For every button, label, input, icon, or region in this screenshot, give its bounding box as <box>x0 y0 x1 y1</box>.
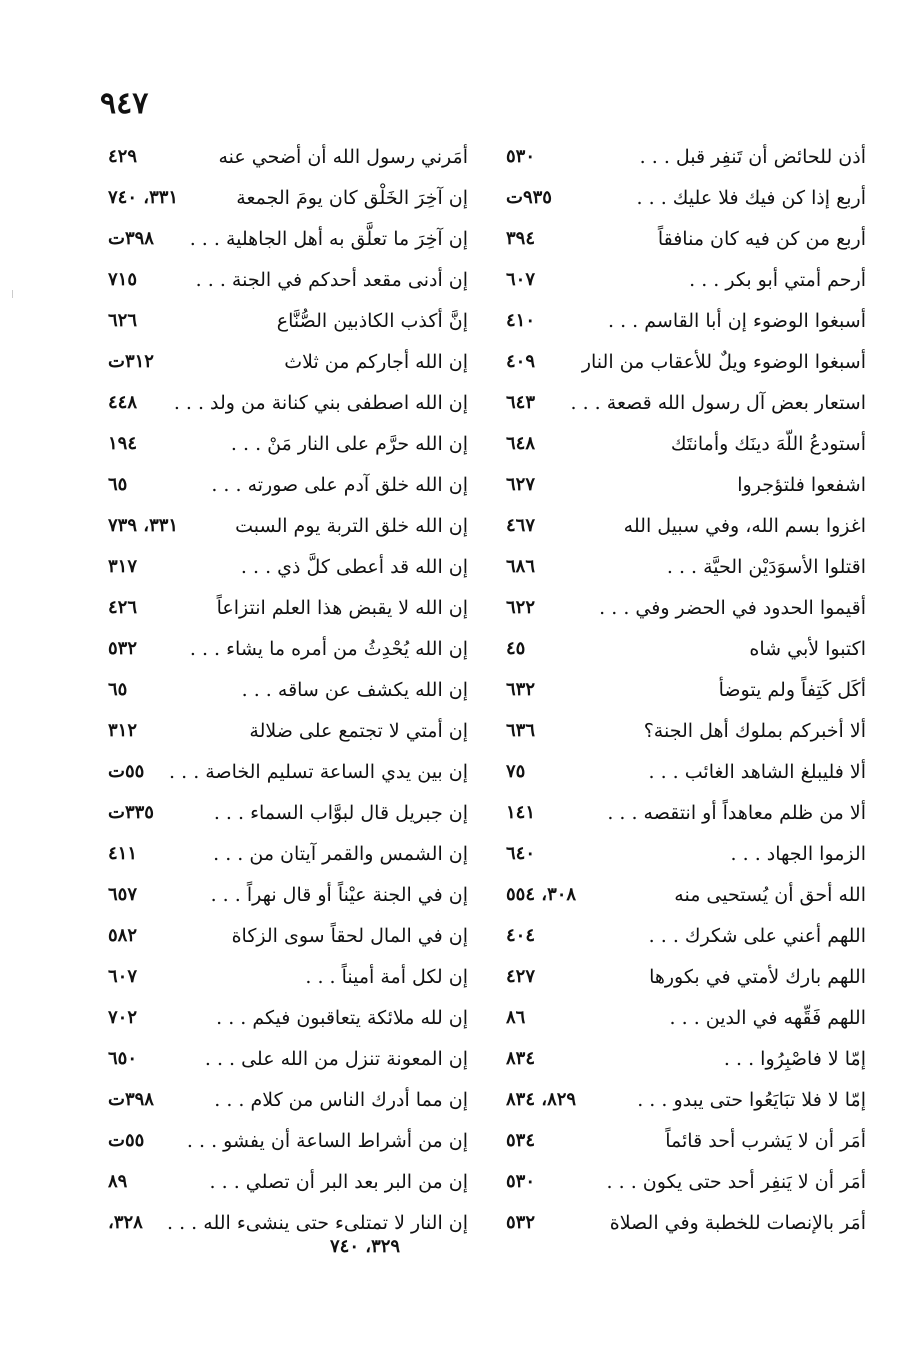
page-reference: ٨٩ <box>108 1171 128 1192</box>
page-reference: ٣١٧ <box>108 556 138 577</box>
hadith-incipit: إن النار لا تمتلىء حتى ينشىء الله . . . <box>167 1212 468 1234</box>
hadith-incipit: اللهم أعني على شكرك . . . <box>648 925 866 947</box>
page-reference: ٦٣٦ <box>506 720 536 741</box>
page-reference: ٤٠٩ <box>506 351 536 372</box>
index-entry <box>506 714 866 755</box>
index-entry <box>506 345 866 386</box>
page-reference: ٣١٢ت <box>108 351 154 372</box>
page-reference: ٦٤٠ <box>506 843 536 864</box>
page-reference: ٦٥٧ <box>108 884 138 905</box>
page-reference: ٣٣١، ٧٤٠ <box>108 187 179 208</box>
index-entry <box>108 1206 468 1247</box>
index-entry <box>108 591 468 632</box>
page-reference: ٦٠٧ <box>506 269 536 290</box>
index-entry <box>108 263 468 304</box>
hadith-incipit: إن بين يدي الساعة تسليم الخاصة . . . <box>169 761 468 783</box>
page-reference: ٥٣٢ <box>108 638 138 659</box>
hadith-incipit: إمّا لا فلا تبَايَعُوا حتى يبدو . . . <box>637 1089 866 1111</box>
page-reference: ٣٢٨، <box>108 1212 143 1233</box>
index-entry <box>506 1001 866 1042</box>
index-entry <box>108 304 468 345</box>
hadith-incipit: استعار بعض آل رسول الله قصعة . . . <box>570 392 866 414</box>
hadith-incipit: أذن للحائض أن تَنفِر قبل . . . <box>639 146 866 168</box>
index-entry <box>108 468 468 509</box>
page-reference: ٦٢٦ <box>108 310 138 331</box>
index-entry <box>506 960 866 1001</box>
index-entry <box>108 509 468 550</box>
page-reference: ٨٣٤ <box>506 1048 536 1069</box>
index-entry <box>506 837 866 878</box>
hadith-incipit: إن الله خلق التربة يوم السبت <box>235 515 468 537</box>
hadith-incipit: إنَّ أكذب الكاذبين الصُّنَّاع <box>276 310 468 332</box>
page-reference: ٥٣٠ <box>506 1171 536 1192</box>
hadith-incipit: اقتلوا الأسوَدَيْن الحيَّة . . . <box>666 556 866 578</box>
hadith-incipit: إن جبريل قال لبوَّاب السماء . . . <box>213 802 468 824</box>
index-entry <box>108 386 468 427</box>
index-entry <box>108 222 468 263</box>
hadith-incipit: إن الله اصطفى بني كنانة من ولد . . . <box>173 392 468 414</box>
page-reference: ٦٤٣ <box>506 392 536 413</box>
hadith-incipit: إن الشمس والقمر آيتان من . . . <box>213 843 468 865</box>
index-entry <box>506 1124 866 1165</box>
hadith-incipit: أمَر بالإنصات للخطبة وفي الصلاة <box>609 1212 866 1234</box>
page-reference: ٦٥ <box>108 679 128 700</box>
hadith-incipit: أقيموا الحدود في الحضر وفي . . . <box>599 597 866 619</box>
index-entry <box>506 427 866 468</box>
index-entry <box>108 960 468 1001</box>
hadith-incipit: إن الله يُحْدِثُ من أمره ما يشاء . . . <box>189 638 468 660</box>
hadith-incipit: إن من أشراط الساعة أن يفشو . . . <box>186 1130 468 1152</box>
index-entry <box>108 140 468 181</box>
entry-continuation-ref: ٣٢٩، ٧٤٠ <box>330 1236 401 1257</box>
hadith-incipit: اللهم بارك لأمتي في بكورها <box>649 966 866 988</box>
hadith-incipit: إن الله قد أعطى كلَّ ذي . . . <box>240 556 468 578</box>
index-entry <box>506 1165 866 1206</box>
page-reference: ٤٢٧ <box>506 966 536 987</box>
hadith-incipit: ألا فليبلغ الشاهد الغائب . . . <box>648 761 866 783</box>
page-reference: ٣٩٨ت <box>108 1089 154 1110</box>
page-reference: ٩٣٥ت <box>506 187 552 208</box>
page-reference: ١٩٤ <box>108 433 138 454</box>
hadith-incipit: إمّا لا فاصْبِرُوا . . . <box>723 1048 866 1070</box>
margin-mark <box>12 290 13 298</box>
hadith-incipit: أربع من كن فيه كان منافقاً <box>657 228 866 250</box>
hadith-incipit: إن مما أدرك الناس من كلام . . . <box>214 1089 468 1111</box>
page-reference: ٧٠٢ <box>108 1007 138 1028</box>
page-reference: ٦٢٢ <box>506 597 536 618</box>
index-entry <box>108 181 468 222</box>
index-entry <box>506 878 866 919</box>
hadith-incipit: أكَل كَتِفاً ولم يتوضأ <box>718 679 866 701</box>
index-entry <box>108 919 468 960</box>
index-entry <box>506 468 866 509</box>
page-reference: ٦٥٠ <box>108 1048 138 1069</box>
index-entry <box>108 673 468 714</box>
page-reference: ٦٠٧ <box>108 966 138 987</box>
index-entry <box>506 755 866 796</box>
hadith-incipit: أمَر أن لا يَشرب أحد قائماً <box>665 1130 866 1152</box>
page-reference: ٥٥ت <box>108 761 145 782</box>
hadith-incipit: إن الله لا يقبض هذا العلم انتزاعاً <box>216 597 468 619</box>
index-entry <box>108 714 468 755</box>
hadith-incipit: إن أدنى مقعد أحدكم في الجنة . . . <box>195 269 468 291</box>
page-reference: ٦٤٨ <box>506 433 536 454</box>
index-entry <box>506 591 866 632</box>
page-reference: ٤١٠ <box>506 310 536 331</box>
page-reference: ٥٨٢ <box>108 925 138 946</box>
index-entry <box>506 263 866 304</box>
hadith-incipit: إن الله خلق آدم على صورته . . . <box>211 474 468 496</box>
hadith-incipit: أربع إذا كن فيك فلا عليك . . . <box>636 187 866 209</box>
page-reference: ٣١٢ <box>108 720 138 741</box>
index-entry <box>108 427 468 468</box>
page-reference: ٤٢٩ <box>108 146 138 167</box>
page-reference: ٨٢٩، ٨٣٤ <box>506 1089 577 1110</box>
page-number: ٩٤٧ <box>100 86 149 121</box>
hadith-incipit: أرحم أمتي أبو بكر . . . <box>689 269 866 291</box>
page-reference: ٥٣٤ <box>506 1130 536 1151</box>
index-entry <box>506 140 866 181</box>
page-reference: ٦٢٧ <box>506 474 536 495</box>
hadith-incipit: إن لله ملائكة يتعاقبون فيكم . . . <box>216 1007 468 1029</box>
index-entry <box>506 632 866 673</box>
page-reference: ٤٤٨ <box>108 392 138 413</box>
hadith-incipit: ألا أخبركم بملوك أهل الجنة؟ <box>643 720 866 742</box>
page-reference: ٣٣١، ٧٣٩ <box>108 515 179 536</box>
page-reference: ٤٥ <box>506 638 526 659</box>
index-entry <box>506 304 866 345</box>
hadith-incipit: إن آخِرَ ما تعلَّق به أهل الجاهلية . . . <box>189 228 468 250</box>
page-reference: ٤٢٦ <box>108 597 138 618</box>
page-reference: ٣٩٨ت <box>108 228 154 249</box>
index-entry <box>108 1001 468 1042</box>
index-entry <box>506 222 866 263</box>
hadith-incipit: الزموا الجهاد . . . <box>730 843 866 865</box>
hadith-incipit: الله أحق أن يُستحيى منه <box>674 884 866 906</box>
hadith-incipit: إن آخِرَ الخَلْق كان يومَ الجمعة <box>236 187 468 209</box>
index-entry <box>108 755 468 796</box>
index-entry <box>506 1206 866 1247</box>
hadith-incipit: اللهم فَقِّهه في الدين . . . <box>669 1007 866 1029</box>
index-entry <box>506 181 866 222</box>
hadith-incipit: إن المعونة تنزل من الله على . . . <box>204 1048 468 1070</box>
page-reference: ٧٥ <box>506 761 526 782</box>
index-entry <box>108 550 468 591</box>
hadith-incipit: أسبغوا الوضوء إن أبا القاسم . . . <box>608 310 866 332</box>
index-entry <box>108 345 468 386</box>
index-entry <box>506 550 866 591</box>
hadith-incipit: إن في الجنة عيْناً أو قال نهراً . . . <box>210 884 468 906</box>
page-reference: ٦٨٦ <box>506 556 536 577</box>
index-entry <box>108 1083 468 1124</box>
index-entry <box>108 632 468 673</box>
hadith-incipit: أستودعُ اللّهَ دينَك وأمانتَك <box>670 433 866 455</box>
hadith-incipit: اغزوا بسم الله، وفي سبيل الله <box>623 515 866 537</box>
index-entry <box>506 919 866 960</box>
page-reference: ٦٣٢ <box>506 679 536 700</box>
page-reference: ٧١٥ <box>108 269 138 290</box>
index-entry <box>506 509 866 550</box>
page-reference: ٥٥ت <box>108 1130 145 1151</box>
index-column-left <box>108 140 468 1247</box>
index-entry <box>108 1165 468 1206</box>
hadith-incipit: اشفعوا فلتؤجروا <box>737 474 866 496</box>
index-entry <box>506 1083 866 1124</box>
hadith-incipit: إن في المال لحقاً سوى الزكاة <box>231 925 468 947</box>
index-entry <box>506 673 866 714</box>
page-reference: ٦٥ <box>108 474 128 495</box>
hadith-incipit: إن الله أجاركم من ثلاث <box>284 351 468 373</box>
index-column-right <box>506 140 866 1247</box>
page-reference: ٣٣٥ت <box>108 802 154 823</box>
hadith-incipit: ألا من ظلم معاهداً أو انتقصه . . . <box>607 802 866 824</box>
page-reference: ٣٩٤ <box>506 228 536 249</box>
page-reference: ١٤١ <box>506 802 536 823</box>
index-entry <box>506 796 866 837</box>
hadith-incipit: إن أمتي لا تجتمع على ضلالة <box>249 720 468 742</box>
page-reference: ٤٦٧ <box>506 515 536 536</box>
index-entry <box>108 878 468 919</box>
hadith-incipit: إن الله حرَّم على النار مَنْ . . . <box>230 433 468 455</box>
page-reference: ٥٣٢ <box>506 1212 536 1233</box>
hadith-incipit: أسبغوا الوضوء ويلٌ للأعقاب من النار <box>581 351 866 373</box>
page-reference: ٨٦ <box>506 1007 526 1028</box>
index-entry <box>108 1042 468 1083</box>
hadith-incipit: أمَر أن لا يَنفِر أحد حتى يكون . . . <box>606 1171 866 1193</box>
index-entry <box>506 1042 866 1083</box>
page-reference: ٥٣٠ <box>506 146 536 167</box>
hadith-incipit: إن لكل أمة أميناً . . . <box>305 966 468 988</box>
page-reference: ٣٠٨، ٥٥٤ <box>506 884 577 905</box>
hadith-incipit: إن من البر بعد البر أن تصلي . . . <box>209 1171 468 1193</box>
index-entry <box>108 796 468 837</box>
page-reference: ٤١١ <box>108 843 138 864</box>
index-entry <box>506 386 866 427</box>
index-entry <box>108 837 468 878</box>
hadith-incipit: إن الله يكشف عن ساقه . . . <box>241 679 468 701</box>
index-entry <box>108 1124 468 1165</box>
hadith-incipit: اكتبوا لأبي شاه <box>749 638 866 660</box>
hadith-incipit: أمَرني رسول الله أن أضحي عنه <box>218 146 468 168</box>
page-reference: ٤٠٤ <box>506 925 536 946</box>
